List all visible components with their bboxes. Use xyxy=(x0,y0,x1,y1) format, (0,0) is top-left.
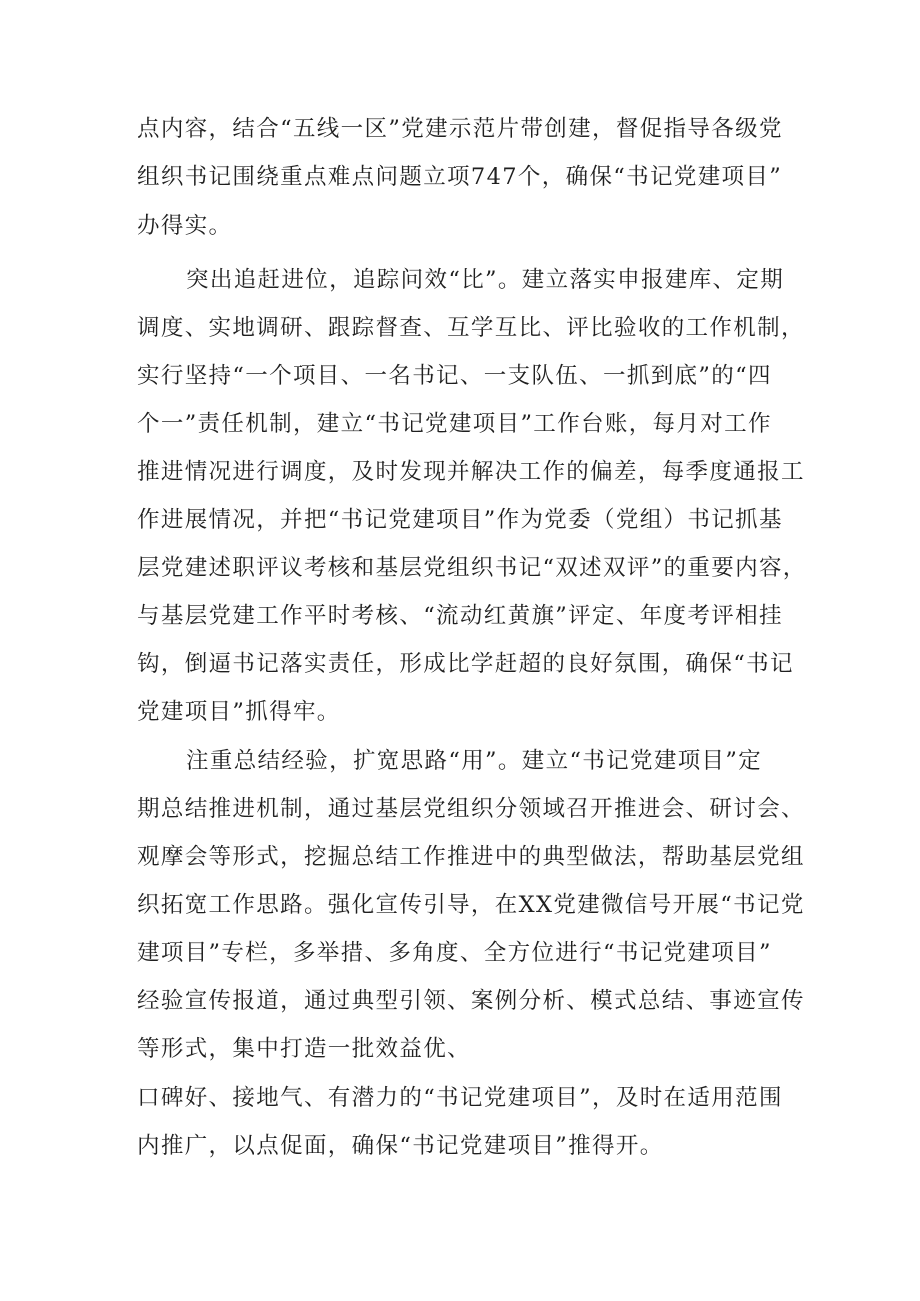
paragraph-start-line: 注重总结经验，扩宽思路“用”。建立“书记党建项目”定 xyxy=(186,748,763,774)
text-line: 调度、实地调研、跟踪督查、互学互比、评比验收的工作机制， xyxy=(137,315,805,341)
text-line: 与基层党建工作平时考核、“流动红黄旗”评定、年度考评相挂 xyxy=(137,603,783,629)
text-line: 党建项目”抓得牢。 xyxy=(137,699,341,725)
text-line: 实行坚持“一个项目、一名书记、一支队伍、一抓到底”的“四 xyxy=(137,363,772,389)
text-line: 口碑好、接地气、有潜力的“书记党建项目”，及时在适用范围 xyxy=(137,1085,783,1111)
text-line: 建项目”专栏，多举措、多角度、全方位进行“书记党建项目” xyxy=(137,940,772,966)
text-line: 内推广，以点促面，确保“书记党建项目”推得开。 xyxy=(137,1133,664,1159)
text-line: 作进展情况，并把“书记党建项目”作为党委（党组）书记抓基 xyxy=(137,507,783,533)
text-line: 观摩会等形式，挖掘总结工作推进中的典型做法，帮助基层党组 xyxy=(137,844,805,870)
text-line: 钩，倒逼书记落实责任，形成比学赶超的良好氛围，确保“书记 xyxy=(137,651,794,677)
text-line: 经验宣传报道，通过典型引领、案例分析、模式总结、事迹宣传 xyxy=(137,988,805,1014)
text-line: 组织书记围绕重点难点问题立项747个，确保“书记党建项目” xyxy=(137,164,783,190)
text-line: 点内容，结合“五线一区”党建示范片带创建，督促指导各级党 xyxy=(137,116,783,142)
text-line: 推进情况进行调度，及时发现并解决工作的偏差，每季度通报工 xyxy=(137,459,805,485)
paragraph-start-line: 突出追赶进位，追踪问效“比”。建立落实申报建库、定期 xyxy=(186,267,785,293)
text-line: 期总结推进机制，通过基层党组织分领域召开推进会、研讨会、 xyxy=(137,796,805,822)
text-line: 办得实。 xyxy=(137,213,233,239)
text-line: 等形式，集中打造一批效益优、 xyxy=(137,1036,471,1062)
text-line: 织拓宽工作思路。强化宣传引导，在XX党建微信号开展“书记党 xyxy=(137,892,805,918)
text-line: 个一”责任机制，建立“书记党建项目”工作台账，每月对工作 xyxy=(137,411,772,437)
text-line: 层党建述职评议考核和基层党组织书记“双述双评”的重要内容， xyxy=(137,555,807,581)
